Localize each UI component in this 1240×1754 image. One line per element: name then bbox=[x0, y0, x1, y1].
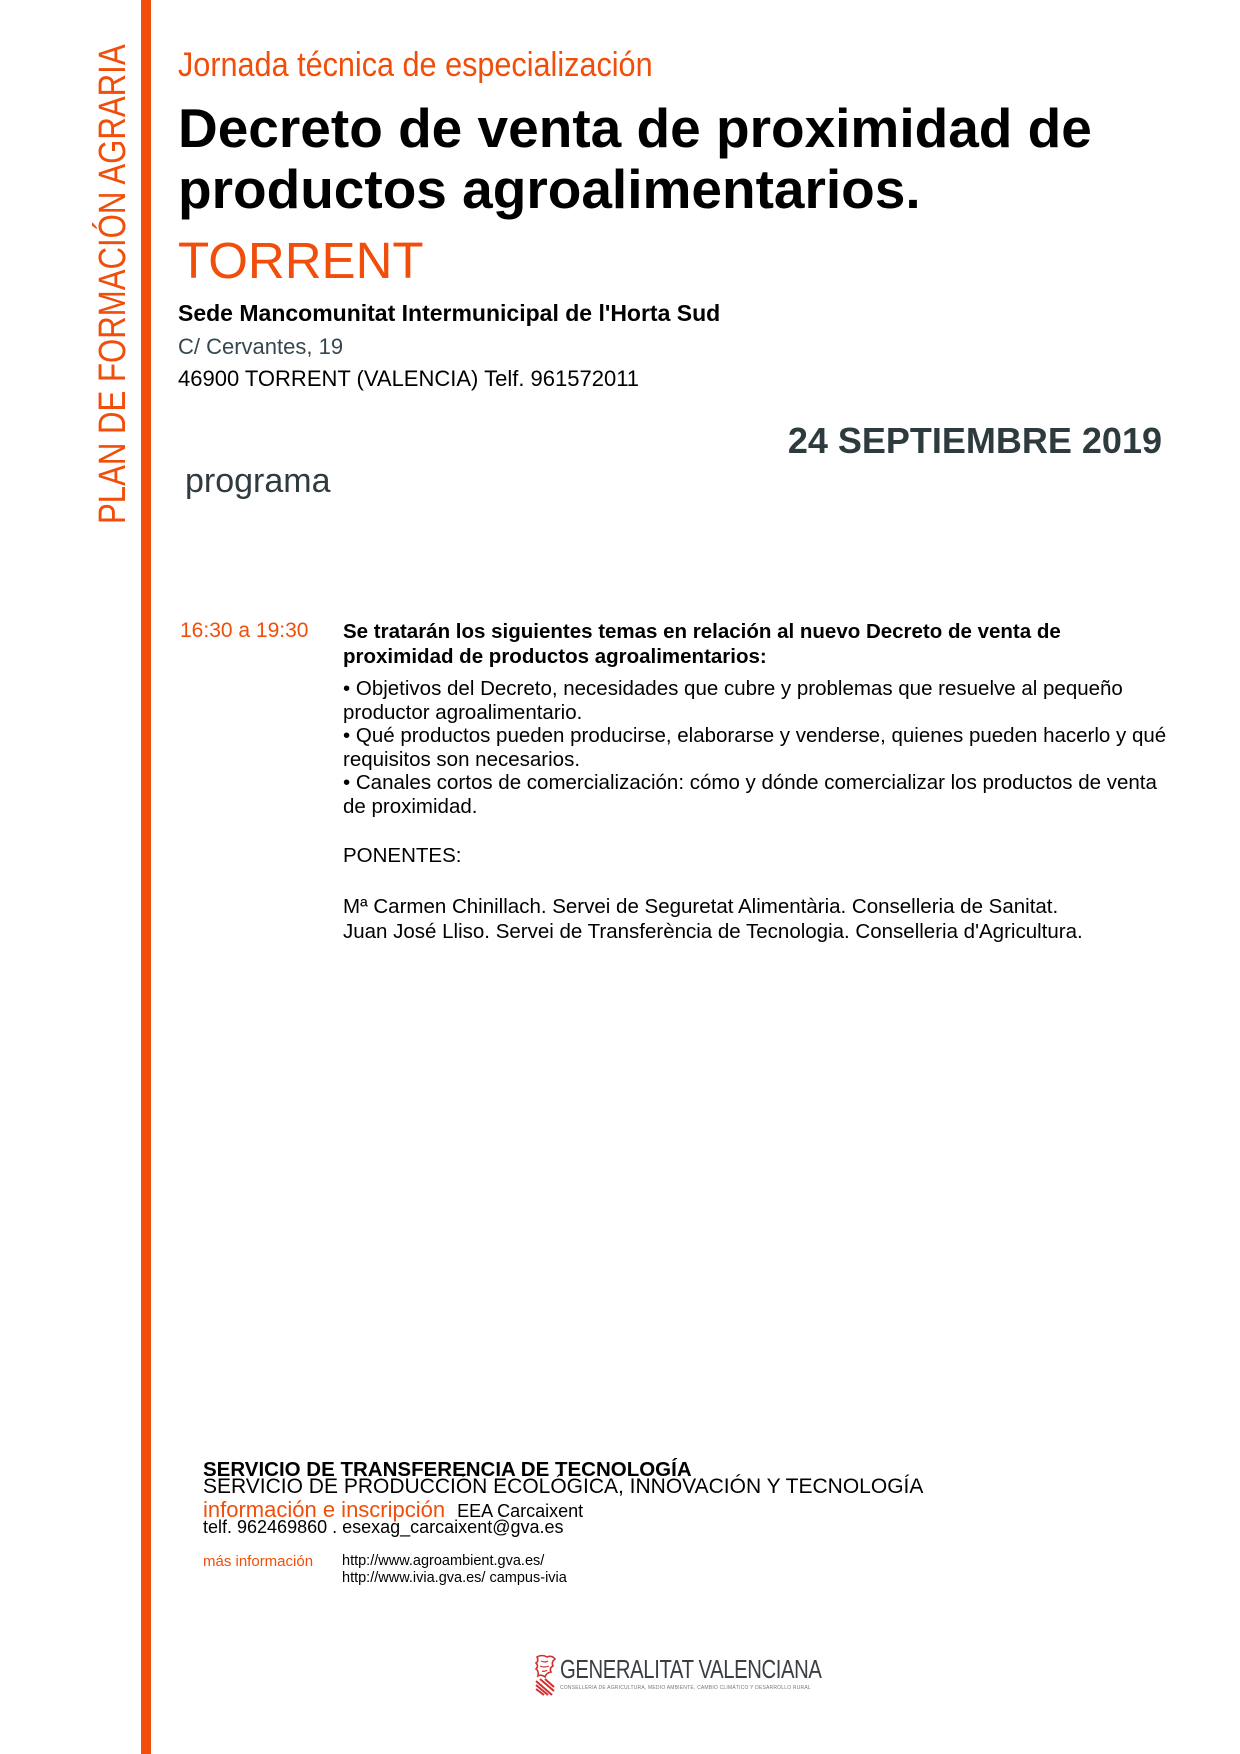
session-time: 16:30 a 19:30 bbox=[180, 619, 309, 642]
session-content bbox=[343, 619, 1173, 944]
topic-item: • Qué productos pueden producirse, elaborarse y venderse, quienes pueden hacerlo y qué requisitos son necesarios. bbox=[343, 724, 1167, 771]
more-info-label: más información bbox=[203, 1553, 314, 1570]
organizer-secondary: SERVICIO DE PRODUCCIÓN ECOLÓGICA, INNOVACIÓN Y TECNOLOGÍA bbox=[203, 1475, 924, 1498]
registration-label: información e inscripción bbox=[203, 1497, 446, 1522]
logo-wordmark: GENERALITAT VALENCIANA bbox=[560, 1654, 822, 1684]
topic-item: • Canales cortos de comercialización: cómo y dónde comercializar los productos de venta de proximidad. bbox=[343, 771, 1157, 818]
vertical-program-title: PLAN DE FORMACIÓN AGRARIA bbox=[92, 44, 134, 525]
speakers-label: PONENTES: bbox=[343, 844, 462, 867]
url-link[interactable]: http://www.agroambient.gva.es/ bbox=[342, 1553, 545, 1569]
venue-name: Sede Mancomunitat Intermunicipal de l'Horta Sud bbox=[178, 300, 721, 326]
section-label-programa: programa bbox=[185, 462, 331, 500]
city: TORRENT bbox=[178, 232, 424, 289]
contact-info: telf. 962469860 . esexag_carcaixent@gva.es bbox=[203, 1517, 564, 1537]
speaker-item: Mª Carmen Chinillach. Servei de Seguretat Alimentària. Conselleria de Sanitat. bbox=[343, 895, 1059, 918]
url-link[interactable]: http://www.ivia.gva.es/ campus-ivia bbox=[342, 1570, 567, 1586]
venue-street: C/ Cervantes, 19 bbox=[178, 334, 344, 359]
topic-list bbox=[343, 677, 1173, 818]
accent-bar bbox=[141, 0, 151, 1754]
event-type: Jornada técnica de especialización bbox=[178, 46, 653, 84]
speakers-list bbox=[343, 894, 1173, 944]
event-date: 24 SEPTIEMBRE 2019 bbox=[787, 420, 1162, 461]
organizer-primary: SERVICIO DE TRANSFERENCIA DE TECNOLOGÍA bbox=[203, 1458, 692, 1481]
topic-item: • Objetivos del Decreto, necesidades que cubre y problemas que resuelve al pequeño productor agroalimentario. bbox=[343, 677, 1123, 724]
registration-place: EEA Carcaixent bbox=[457, 1501, 584, 1521]
generalitat-logo bbox=[533, 1654, 822, 1696]
speaker-item: Juan José Lliso. Servei de Transferència de Tecnologia. Conselleria d'Agricultura. bbox=[343, 920, 1083, 943]
logo-subtitle: CONSELLERIA DE AGRICULTURA, MEDIO AMBIENTE, CAMBIO CLIMÁTICO Y DESARROLLO RURAL bbox=[560, 1685, 811, 1691]
coat-of-arms-icon bbox=[533, 1654, 557, 1696]
session-heading: Se tratarán los siguientes temas en relación al nuevo Decreto de venta de proximidad de productos agroalimentarios: bbox=[343, 620, 1061, 668]
page-title: Decreto de venta de proximidad de productos agroalimentarios. bbox=[178, 97, 1092, 220]
venue-city-phone: 46900 TORRENT (VALENCIA) Telf. 961572011 bbox=[178, 366, 640, 391]
